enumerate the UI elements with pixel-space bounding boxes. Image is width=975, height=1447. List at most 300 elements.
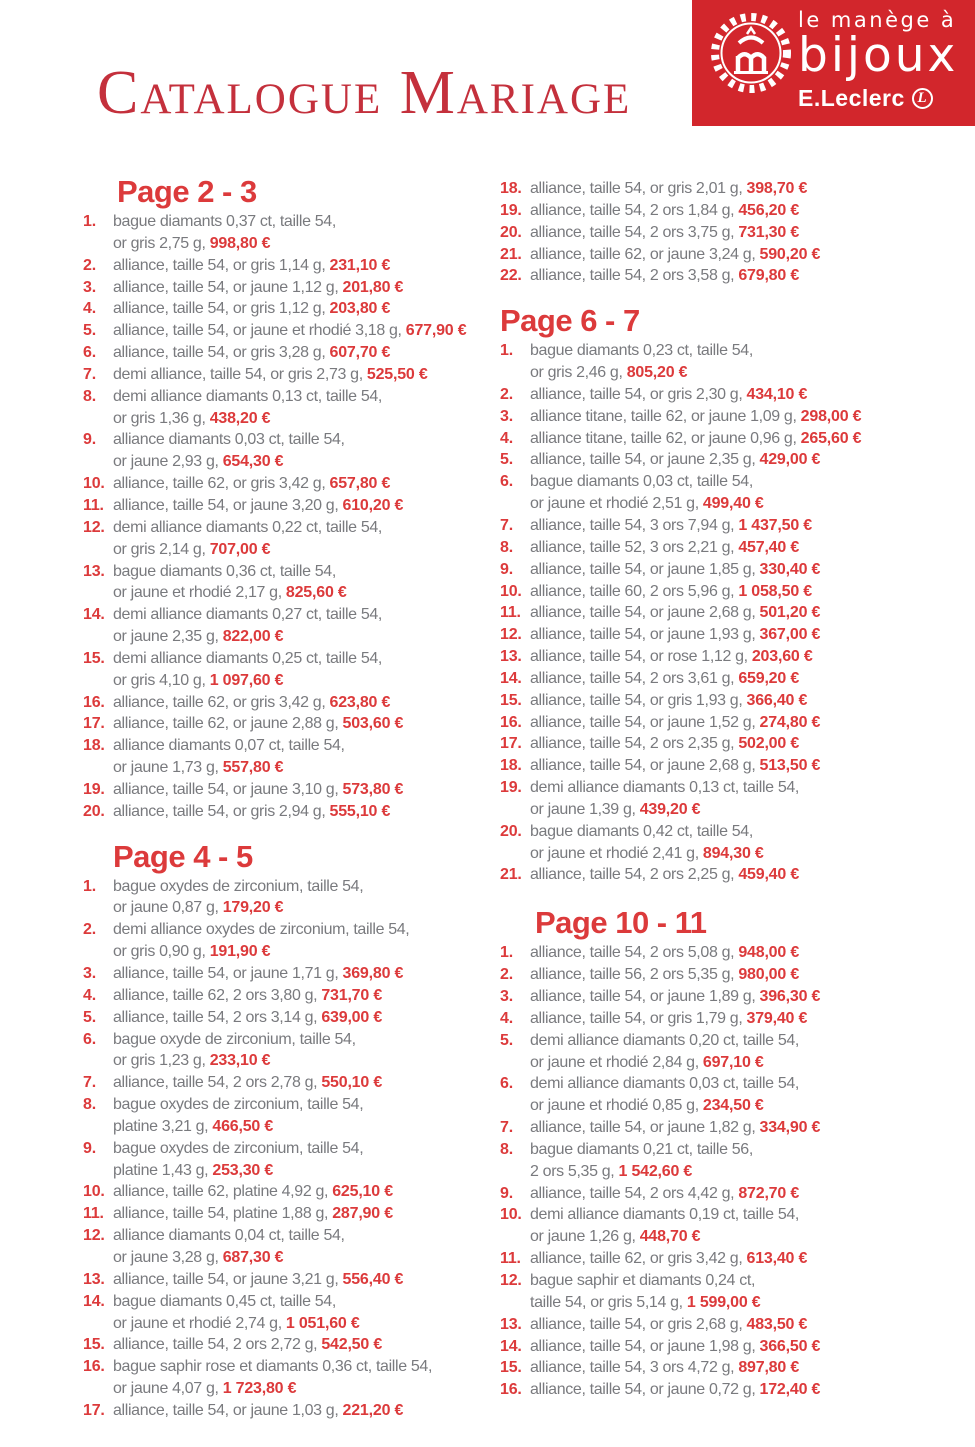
item-text-line: alliance, taille 54, or jaune 2,68 g, 513,50 € [530,757,821,775]
item-price: 542,50 € [321,1336,383,1354]
item-price: 287,90 € [332,1205,393,1223]
list-item [83,801,500,823]
item-text [113,1203,500,1225]
item-text-line: or jaune 1,73 g, 557,80 € [113,759,284,777]
list-item [500,1336,930,1358]
item-price: 607,70 € [329,344,391,362]
item-number: 9. [83,1139,96,1157]
list-item [500,1030,930,1074]
item-text-line: demi alliance diamants 0,22 ct, taille 54, [113,518,383,536]
item-number: 2. [83,256,96,274]
list-item [500,755,930,777]
item-price: 555,10 € [329,802,391,820]
item-text-line: alliance, taille 54, or jaune 1,89 g, 396,30 € [530,988,821,1005]
list-item [500,1357,930,1379]
item-number: 6. [500,1075,513,1093]
section-title: Page 4 - 5 [113,838,253,874]
item-number: 10. [83,1183,105,1201]
list-item [83,692,500,714]
item-text-line: alliance diamants 0,04 ct, taille 54, [113,1227,345,1245]
item-text-line: alliance, taille 56, 2 ors 5,35 g, 980,00 € [530,966,800,984]
item-text [113,604,500,648]
item-price: 822,00 € [222,628,284,646]
item-price: 1 723,80 € [222,1380,297,1398]
catalog-section [83,840,500,1422]
item-text-line: bague diamants 0,37 ct, taille 54, [113,213,336,230]
item-number: 8. [83,1096,96,1114]
item-text-line: demi alliance diamants 0,13 ct, taille 54, [113,387,383,405]
item-number: 8. [500,538,513,556]
item-text [530,964,930,986]
item-number: 4. [83,986,96,1004]
item-text-line: alliance, taille 54, or jaune 1,71 g, 369,80 € [113,965,404,982]
list-item [500,406,930,428]
item-number: 13. [83,562,105,580]
list-item [500,559,930,581]
item-text-line: alliance, taille 54, or gris 1,12 g, 203,80 € [113,300,391,318]
item-price: 980,00 € [738,966,800,984]
item-text-line: or gris 4,10 g, 1 097,60 € [113,671,284,689]
item-number: 1. [83,213,96,230]
list-item [500,712,930,734]
list-item [500,1183,930,1205]
item-text-line: bague diamants 0,42 ct, taille 54, [530,822,753,840]
item-text [113,211,500,255]
item-text-line: alliance, taille 54, or gris 2,94 g, 555,10 € [113,802,391,820]
item-text-line: alliance, taille 54, 2 ors 3,58 g, 679,80 € [530,267,800,285]
section-title: Page 6 - 7 [500,303,640,339]
item-text [113,1007,500,1029]
item-text-line: bague oxydes de zirconium, taille 54, [113,877,364,895]
item-number: 17. [500,735,522,753]
list-item [83,1356,500,1400]
list-item [500,1139,930,1183]
item-number: 9. [83,431,96,449]
item-price: 366,40 € [746,691,808,709]
item-price: 499,40 € [702,495,764,513]
item-text-line: alliance, taille 54, 2 ors 5,08 g, 948,00 € [530,944,800,962]
item-number: 3. [500,407,513,425]
item-price: 679,80 € [738,267,800,285]
item-list [500,340,930,886]
item-price: 330,40 € [759,560,821,578]
item-number: 11. [500,604,521,622]
item-price: 625,10 € [332,1183,393,1201]
list-item [83,713,500,735]
brand-tagline-top: le manège à [798,8,957,32]
item-text-line: demi alliance diamants 0,25 ct, taille 54, [113,649,383,667]
list-item [83,1400,500,1422]
item-price: 573,80 € [342,780,404,798]
item-text [113,320,500,342]
item-text [530,1314,930,1336]
item-text [530,537,930,559]
item-text-line: demi alliance diamants 0,27 ct, taille 54, [113,606,383,624]
item-text-line: or gris 0,90 g, 191,90 € [113,943,271,961]
item-text-line: alliance, taille 54, or jaune 1,52 g, 274,80 € [530,713,821,731]
item-text-line: alliance, taille 54, or rose 1,12 g, 203,60 € [530,648,813,666]
item-text [530,265,930,287]
item-text-line: alliance, taille 62, or jaune 2,88 g, 503,60 € [113,715,404,733]
item-text [113,255,500,277]
item-text-line: alliance, taille 54, or jaune et rhodié 3,18 g, 677,90 € [113,322,467,340]
item-text [113,963,500,985]
item-text-line: or jaune et rhodié 2,74 g, 1 051,60 € [113,1314,360,1332]
item-text [530,1008,930,1030]
brand-retailer-name: E.Leclerc [798,85,905,111]
item-text [113,298,500,320]
item-number: 10. [500,582,522,600]
item-text-line: bague diamants 0,45 ct, taille 54, [113,1292,336,1310]
section-title: Page 10 - 11 [535,905,707,941]
item-text-line: or jaune 4,07 g, 1 723,80 € [113,1380,297,1398]
item-text [113,801,500,823]
item-list [83,211,500,823]
item-text-line: alliance, taille 54, or gris 2,01 g, 398,70 € [530,180,808,197]
item-number: 11. [83,1205,104,1223]
item-text [530,733,930,755]
brand-text [798,8,958,112]
list-item [500,178,930,200]
item-number: 21. [500,245,522,263]
item-text-line: or jaune et rhodié 2,17 g, 825,60 € [113,584,347,602]
item-text-line: demi alliance oxydes de zirconium, taille 54, [113,921,410,939]
item-number: 15. [83,1336,105,1354]
item-text [530,471,930,515]
item-number: 19. [500,779,522,797]
list-item [500,340,930,384]
item-price: 448,70 € [639,1228,701,1246]
list-item [500,1270,930,1314]
item-text-line: alliance, taille 54, or gris 1,79 g, 379,40 € [530,1009,808,1027]
item-number: 8. [83,387,96,405]
item-number: 12. [500,1271,522,1289]
item-text-line: alliance, taille 54, or jaune 2,35 g, 429,00 € [530,451,821,469]
item-text [113,1072,500,1094]
item-price: 201,80 € [342,278,404,296]
catalog-section [500,178,930,287]
item-price: 687,30 € [222,1248,284,1266]
list-item [500,515,930,537]
item-text-line: alliance, taille 62, or gris 3,42 g, 613,40 € [530,1250,808,1268]
item-text [530,1117,930,1139]
item-price: 513,50 € [759,757,821,775]
item-text [113,692,500,714]
list-item [500,1379,930,1401]
item-text [530,406,930,428]
item-number: 5. [83,1008,96,1026]
item-text-line: alliance, taille 62, platine 4,92 g, 625,10 € [113,1183,393,1201]
list-item [83,1334,500,1356]
item-price: 697,10 € [702,1053,764,1071]
item-text [113,1269,500,1291]
item-price: 366,50 € [759,1337,821,1355]
item-text-line: bague saphir rose et diamants 0,36 ct, taille 54, [113,1358,433,1376]
item-text-line: alliance, taille 60, 2 ors 5,96 g, 1 058,50 € [530,582,812,600]
item-number: 15. [500,691,522,709]
brand-tagline-main: bijoux [798,28,959,83]
item-number: 2. [500,385,513,403]
item-price: 894,30 € [702,844,764,862]
list-item [500,471,930,515]
item-text [530,755,930,777]
item-number: 19. [500,201,522,219]
item-price: 221,20 € [342,1401,404,1419]
list-item [83,985,500,1007]
item-price: 298,00 € [800,407,862,425]
item-number: 6. [83,1030,96,1048]
item-text-line: demi alliance diamants 0,03 ct, taille 54, [530,1075,800,1093]
list-item [500,646,930,668]
item-text-line: alliance, taille 54, or gris 2,30 g, 434,10 € [530,385,808,403]
item-text-line: alliance, taille 54, or gris 3,28 g, 607,70 € [113,344,391,362]
item-price: 172,40 € [759,1381,821,1399]
list-item [83,495,500,517]
list-item [500,537,930,559]
item-text-line: taille 54, or gris 5,14 g, 1 599,00 € [530,1293,761,1311]
item-text [530,1073,930,1117]
item-number: 1. [83,877,96,895]
item-price: 274,80 € [759,713,821,731]
item-number: 18. [500,180,522,197]
list-item [500,449,930,471]
list-item [83,919,500,963]
list-item [83,1225,500,1269]
item-text-line: demi alliance diamants 0,20 ct, taille 54, [530,1031,800,1049]
item-text [530,1357,930,1379]
item-text [113,1029,500,1073]
item-text-line: or jaune 3,28 g, 687,30 € [113,1248,284,1266]
item-text-line: alliance, taille 54, or jaune 1,93 g, 367,00 € [530,626,821,644]
item-number: 11. [500,1250,521,1268]
item-text-line: or gris 2,14 g, 707,00 € [113,540,271,558]
item-number: 14. [83,606,105,624]
item-text-line: or jaune 1,39 g, 439,20 € [530,800,701,818]
item-text-line: or gris 2,75 g, 998,80 € [113,234,271,252]
item-price: 503,60 € [342,715,404,733]
item-price: 948,00 € [738,944,800,962]
item-number: 20. [500,223,522,241]
item-number: 8. [500,1140,513,1158]
item-price: 1 051,60 € [285,1314,360,1332]
item-text-line: alliance, taille 54, 2 ors 3,61 g, 659,20 € [530,669,800,687]
item-text [113,1225,500,1269]
item-text-line: or jaune et rhodié 2,84 g, 697,10 € [530,1053,764,1071]
item-price: 483,50 € [746,1315,808,1333]
leclerc-mark-icon: L [912,88,933,109]
item-text [530,1204,930,1248]
item-number: 3. [500,988,513,1005]
item-price: 265,60 € [800,429,862,447]
item-number: 7. [83,1074,96,1092]
item-number: 12. [83,1227,105,1245]
item-number: 18. [500,757,522,775]
item-number: 20. [83,802,105,820]
item-text [530,1183,930,1205]
item-number: 5. [500,1031,513,1049]
item-price: 334,90 € [759,1119,821,1137]
item-number: 5. [500,451,513,469]
item-text [113,517,500,561]
item-text [530,1030,930,1074]
item-price: 677,90 € [405,322,467,340]
item-text-line: platine 3,21 g, 466,50 € [113,1117,274,1135]
list-item [83,320,500,342]
item-price: 805,20 € [626,364,688,382]
item-text [530,384,930,406]
item-number: 6. [83,344,96,362]
item-price: 731,70 € [321,986,383,1004]
item-price: 234,50 € [702,1097,764,1115]
item-text [113,1291,500,1335]
item-number: 18. [83,737,105,755]
item-text [113,495,500,517]
item-text-line: or jaune 0,87 g, 179,20 € [113,899,284,917]
item-price: 1 599,00 € [686,1293,761,1311]
item-price: 613,40 € [746,1250,808,1268]
item-price: 731,30 € [738,223,800,241]
item-price: 550,10 € [321,1074,383,1092]
item-text [530,1248,930,1270]
item-text [530,200,930,222]
item-number: 1. [500,342,513,360]
item-text-line: 2 ors 5,35 g, 1 542,60 € [530,1162,693,1180]
list-item [83,1072,500,1094]
item-text-line: or jaune 2,35 g, 822,00 € [113,628,284,646]
item-text-line: platine 1,43 g, 253,30 € [113,1161,274,1179]
item-text-line: alliance, taille 54, or jaune 3,20 g, 610,20 € [113,496,404,514]
item-text-line: alliance, taille 54, or jaune 1,12 g, 201,80 € [113,278,404,296]
item-price: 659,20 € [738,669,800,687]
item-price: 707,00 € [209,540,271,558]
item-number: 11. [83,496,104,514]
item-number: 7. [500,516,513,534]
item-price: 897,80 € [738,1359,800,1377]
item-text-line: alliance diamants 0,07 ct, taille 54, [113,737,345,755]
item-text [530,942,930,964]
item-number: 4. [500,429,513,447]
list-item [83,604,500,648]
list-item [500,1314,930,1336]
item-price: 429,00 € [759,451,821,469]
list-item [500,1008,930,1030]
item-price: 657,80 € [329,475,391,493]
item-number: 7. [500,1119,513,1137]
item-number: 14. [500,1337,522,1355]
list-item [83,876,500,920]
item-text-line: or jaune 2,93 g, 654,30 € [113,453,284,471]
list-item [500,222,930,244]
item-price: 191,90 € [209,943,271,961]
item-text-line: alliance, taille 54, or jaune 3,21 g, 556,40 € [113,1270,404,1288]
item-price: 501,20 € [759,604,821,622]
item-number: 5. [83,322,96,340]
item-price: 590,20 € [759,245,821,263]
list-item [500,964,930,986]
item-number: 22. [500,267,522,285]
item-text-line: alliance titane, taille 62, or jaune 0,96 g, 265,60 € [530,429,862,447]
item-price: 654,30 € [222,453,284,471]
item-text-line: alliance, taille 54, 2 ors 2,25 g, 459,40 € [530,866,800,884]
brand-retailer-row [798,85,958,112]
item-text-line: alliance titane, taille 62, or jaune 1,09 g, 298,00 € [530,407,862,425]
catalog-section [500,906,930,1401]
item-text [113,1356,500,1400]
item-text-line: alliance, taille 54, or gris 1,93 g, 366,40 € [530,691,808,709]
item-text-line: alliance, taille 54, 3 ors 4,72 g, 897,80 € [530,1359,800,1377]
item-text-line: or jaune et rhodié 2,51 g, 499,40 € [530,495,764,513]
item-text [113,386,500,430]
list-item [500,668,930,690]
item-text [113,429,500,473]
item-text-line: or jaune et rhodié 0,85 g, 234,50 € [530,1097,764,1115]
item-text-line: or gris 1,23 g, 233,10 € [113,1052,271,1070]
item-text [113,919,500,963]
item-text-line: alliance, taille 54, 2 ors 3,14 g, 639,00 € [113,1008,383,1026]
list-item [83,735,500,779]
item-text-line: alliance, taille 54, 2 ors 2,72 g, 542,50 € [113,1336,383,1354]
list-item [83,1181,500,1203]
item-number: 16. [500,1381,522,1399]
list-item [500,690,930,712]
item-price: 557,80 € [222,759,284,777]
item-price: 1 437,50 € [738,516,812,534]
list-item [83,277,500,299]
column-left [83,165,500,1422]
item-text-line: alliance, taille 54, or jaune 1,98 g, 366,50 € [530,1337,821,1355]
item-price: 434,10 € [746,385,808,403]
item-text-line: alliance, taille 54, or gris 2,68 g, 483,50 € [530,1315,808,1333]
item-text-line: alliance, taille 54, 2 ors 3,75 g, 731,30 € [530,223,800,241]
item-price: 872,70 € [738,1184,800,1202]
item-text [530,690,930,712]
item-price: 367,00 € [759,626,821,644]
list-item [83,211,500,255]
item-price: 556,40 € [342,1270,404,1288]
item-text [113,648,500,692]
item-text [530,449,930,471]
item-text [530,777,930,821]
item-text [530,1270,930,1314]
item-text [530,712,930,734]
item-price: 1 097,60 € [209,671,284,689]
item-price: 369,80 € [342,965,404,982]
item-price: 502,00 € [738,735,800,753]
item-text [530,244,930,266]
section-title: Page 2 - 3 [117,174,257,209]
item-text [113,735,500,779]
item-text-line: bague diamants 0,03 ct, taille 54, [530,473,753,491]
item-text-line: bague saphir et diamants 0,24 ct, [530,1271,756,1289]
item-text [530,1139,930,1183]
item-text-line: alliance, taille 54, or jaune 1,03 g, 221,20 € [113,1401,404,1419]
item-text [113,713,500,735]
item-list [500,942,930,1401]
item-price: 525,50 € [366,365,428,383]
item-text-line: or jaune et rhodié 2,41 g, 894,30 € [530,844,764,862]
list-item [500,1117,930,1139]
item-text [113,1181,500,1203]
item-text-line: or jaune 1,26 g, 448,70 € [530,1228,701,1246]
list-item [500,1073,930,1117]
list-item [500,1248,930,1270]
item-number: 16. [500,713,522,731]
list-item [83,429,500,473]
item-text-line: alliance, taille 62, 2 ors 3,80 g, 731,70 € [113,986,383,1004]
item-number: 17. [83,715,105,733]
list-item [83,963,500,985]
item-number: 12. [83,518,105,536]
